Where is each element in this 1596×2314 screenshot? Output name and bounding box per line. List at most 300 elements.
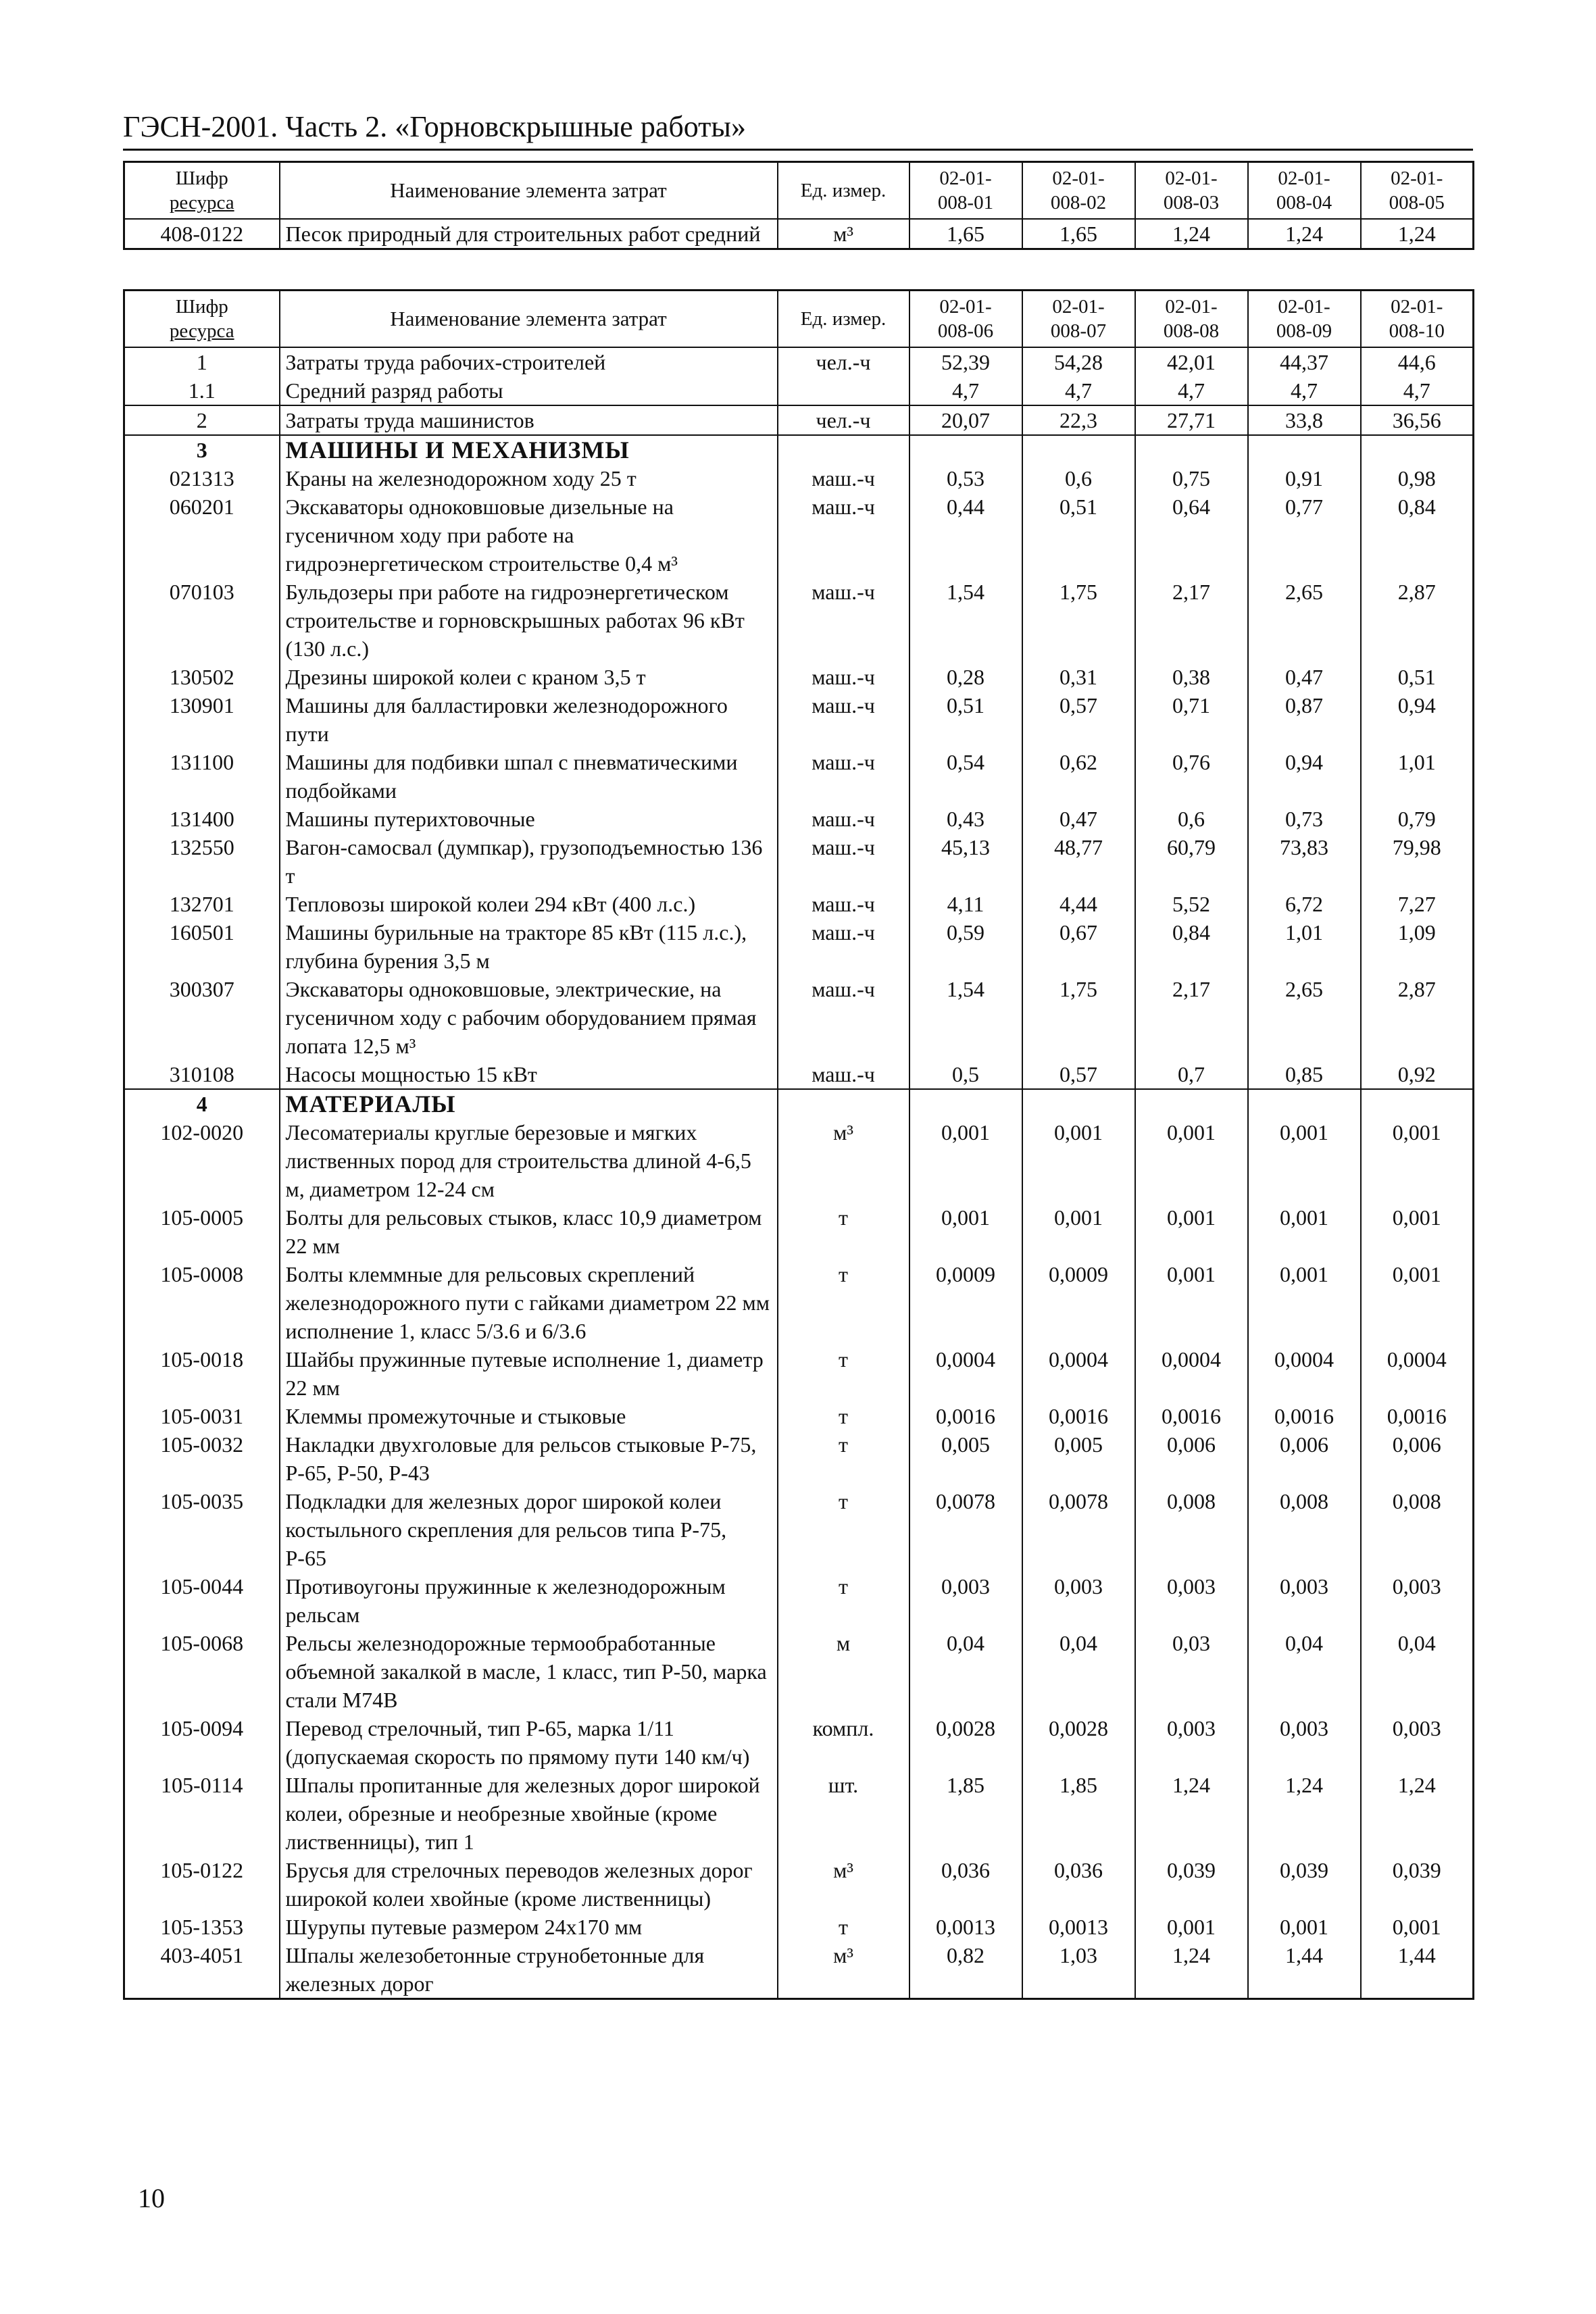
value-cell: 1,03 — [1022, 1941, 1135, 1999]
value-cell: 42,01 — [1135, 347, 1248, 376]
value-cell: 0,003 — [1361, 1714, 1474, 1771]
value-cell: 0,0028 — [909, 1714, 1022, 1771]
value-cell: 1,85 — [1022, 1771, 1135, 1856]
value-cell: 0,0078 — [909, 1487, 1022, 1572]
value-cell: 0,039 — [1135, 1856, 1248, 1913]
resource-table-1 — [123, 161, 1474, 250]
value-cell: 1,24 — [1135, 219, 1248, 249]
value-cell: 0,73 — [1248, 805, 1361, 833]
resource-name-cell: Шайбы пружинные путевые исполнение 1, диаметр 22 мм — [280, 1345, 778, 1402]
value-cell — [1022, 1089, 1135, 1118]
value-cell: 0,001 — [1248, 1260, 1361, 1345]
resource-name-cell: Экскаваторы одноковшовые дизельные на гусеничном ходу при работе на гидроэнергетическом строительстве 0,4 м³ — [280, 493, 778, 578]
header-name: Наименование элемента затрат — [280, 291, 778, 348]
value-cell: 33,8 — [1248, 405, 1361, 435]
unit-cell: м³ — [778, 1856, 909, 1913]
value-cell: 1,01 — [1248, 918, 1361, 975]
value-cell: 0,003 — [1248, 1714, 1361, 1771]
unit-cell: т — [778, 1203, 909, 1260]
value-cell: 0,008 — [1248, 1487, 1361, 1572]
value-cell: 0,84 — [1135, 918, 1248, 975]
value-cell: 0,47 — [1022, 805, 1135, 833]
resource-code-cell: 310108 — [124, 1060, 280, 1089]
resource-code-cell: 105-0114 — [124, 1771, 280, 1856]
unit-cell: маш.-ч — [778, 464, 909, 493]
value-cell: 0,28 — [909, 663, 1022, 691]
unit-cell: маш.-ч — [778, 890, 909, 918]
resource-name-cell: Насосы мощностью 15 кВт — [280, 1060, 778, 1089]
value-cell: 0,001 — [1135, 1913, 1248, 1941]
value-cell: 0,0009 — [1022, 1260, 1135, 1345]
value-cell: 22,3 — [1022, 405, 1135, 435]
value-cell: 0,0016 — [1135, 1402, 1248, 1430]
value-cell: 0,0013 — [909, 1913, 1022, 1941]
value-cell: 1,44 — [1248, 1941, 1361, 1999]
resource-code-cell: 132701 — [124, 890, 280, 918]
value-cell: 0,008 — [1361, 1487, 1474, 1572]
table-row — [124, 663, 1474, 691]
value-cell: 4,7 — [1022, 376, 1135, 405]
value-cell: 0,0016 — [909, 1402, 1022, 1430]
resource-name-cell: Тепловозы широкой колеи 294 кВт (400 л.с.) — [280, 890, 778, 918]
section-row — [124, 435, 1474, 464]
value-cell: 36,56 — [1361, 405, 1474, 435]
table-row — [124, 1430, 1474, 1487]
resource-name-cell: Затраты труда машинистов — [280, 405, 778, 435]
value-cell: 0,003 — [1248, 1572, 1361, 1629]
table-row — [124, 1118, 1474, 1203]
resource-name-cell: Затраты труда рабочих-строителей — [280, 347, 778, 376]
value-cell: 45,13 — [909, 833, 1022, 890]
value-cell: 0,87 — [1248, 691, 1361, 748]
value-cell: 0,53 — [909, 464, 1022, 493]
value-cell — [1361, 1089, 1474, 1118]
header-column: 02-01- 008-08 — [1135, 291, 1248, 348]
resource-code-cell: 4 — [124, 1089, 280, 1118]
header-unit: Ед. измер. — [778, 162, 909, 220]
value-cell: 0,31 — [1022, 663, 1135, 691]
unit-cell — [778, 1089, 909, 1118]
value-cell — [909, 1089, 1022, 1118]
value-cell: 0,003 — [1135, 1572, 1248, 1629]
value-cell: 0,71 — [1135, 691, 1248, 748]
resource-code-cell: 060201 — [124, 493, 280, 578]
value-cell: 1,01 — [1361, 748, 1474, 805]
value-cell: 0,64 — [1135, 493, 1248, 578]
resource-code-cell: 132550 — [124, 833, 280, 890]
resource-name-cell: Средний разряд работы — [280, 376, 778, 405]
value-cell: 0,003 — [1135, 1714, 1248, 1771]
value-cell: 0,0004 — [1022, 1345, 1135, 1402]
value-cell: 0,0016 — [1361, 1402, 1474, 1430]
resource-name-cell: Клеммы промежуточные и стыковые — [280, 1402, 778, 1430]
resource-code-cell: 408-0122 — [124, 219, 280, 249]
value-cell: 0,001 — [1361, 1260, 1474, 1345]
value-cell: 0,001 — [1022, 1118, 1135, 1203]
value-cell — [1248, 1089, 1361, 1118]
value-cell: 27,71 — [1135, 405, 1248, 435]
value-cell: 0,001 — [1361, 1203, 1474, 1260]
resource-name-cell: Лесоматериалы круглые березовые и мягких лиственных пород для строительства длиной 4-6,5 м, диаметром 12-24 см — [280, 1118, 778, 1203]
value-cell: 0,001 — [1135, 1203, 1248, 1260]
table-row — [124, 1487, 1474, 1572]
table-row — [124, 1572, 1474, 1629]
unit-cell: шт. — [778, 1771, 909, 1856]
resource-code-cell: 105-0032 — [124, 1430, 280, 1487]
value-cell: 0,38 — [1135, 663, 1248, 691]
table-row — [124, 1941, 1474, 1999]
header-column: 02-01- 008-04 — [1248, 162, 1361, 220]
header-name: Наименование элемента затрат — [280, 162, 778, 220]
resource-code-cell: 160501 — [124, 918, 280, 975]
value-cell: 60,79 — [1135, 833, 1248, 890]
unit-cell: маш.-ч — [778, 805, 909, 833]
value-cell: 1,54 — [909, 975, 1022, 1060]
table-row — [124, 1771, 1474, 1856]
value-cell: 0,001 — [1248, 1118, 1361, 1203]
unit-cell: маш.-ч — [778, 975, 909, 1060]
resource-name-cell: Шпалы железобетонные струнобетонные для железных дорог — [280, 1941, 778, 1999]
resource-name-cell: Рельсы железнодорожные термообработанные объемной закалкой в масле, 1 класс, тип Р-50, марка стали М74В — [280, 1629, 778, 1714]
table-row — [124, 347, 1474, 376]
unit-cell: маш.-ч — [778, 918, 909, 975]
value-cell: 0,91 — [1248, 464, 1361, 493]
value-cell — [1135, 1089, 1248, 1118]
value-cell: 0,57 — [1022, 691, 1135, 748]
value-cell: 1,75 — [1022, 578, 1135, 663]
value-cell: 1,24 — [1248, 1771, 1361, 1856]
resource-name-cell: Болты клеммные для рельсовых скреплений железнодорожного пути с гайками диаметром 22 мм исполнение 1, класс 5/3.6 и 6/3.6 — [280, 1260, 778, 1345]
resource-code-cell: 105-0044 — [124, 1572, 280, 1629]
resource-code-cell: 102-0020 — [124, 1118, 280, 1203]
value-cell: 1,65 — [909, 219, 1022, 249]
resource-name-cell: Накладки двухголовые для рельсов стыковые Р-75, Р-65, Р-50, Р-43 — [280, 1430, 778, 1487]
value-cell: 1,24 — [1361, 219, 1474, 249]
header-column: 02-01- 008-01 — [909, 162, 1022, 220]
value-cell: 0,001 — [1361, 1118, 1474, 1203]
value-cell: 4,7 — [1248, 376, 1361, 405]
unit-cell: т — [778, 1402, 909, 1430]
resource-code-cell: 2 — [124, 405, 280, 435]
value-cell: 2,87 — [1361, 578, 1474, 663]
table-row — [124, 975, 1474, 1060]
value-cell: 0,0028 — [1022, 1714, 1135, 1771]
resource-code-cell: 021313 — [124, 464, 280, 493]
unit-cell: маш.-ч — [778, 578, 909, 663]
resource-name-cell: Шпалы пропитанные для железных дорог широкой колеи, обрезные и необрезные хвойные (кроме лиственницы), тип 1 — [280, 1771, 778, 1856]
value-cell: 44,37 — [1248, 347, 1361, 376]
value-cell: 0,94 — [1361, 691, 1474, 748]
value-cell: 0,76 — [1135, 748, 1248, 805]
unit-cell: маш.-ч — [778, 748, 909, 805]
table-row — [124, 1856, 1474, 1913]
value-cell: 0,001 — [1361, 1913, 1474, 1941]
unit-cell: м³ — [778, 1118, 909, 1203]
value-cell: 1,24 — [1361, 1771, 1474, 1856]
value-cell: 52,39 — [909, 347, 1022, 376]
header-column: 02-01- 008-06 — [909, 291, 1022, 348]
unit-cell: т — [778, 1913, 909, 1941]
table-row — [124, 1260, 1474, 1345]
value-cell: 4,7 — [1135, 376, 1248, 405]
value-cell: 0,04 — [909, 1629, 1022, 1714]
page-number: 10 — [138, 2183, 165, 2213]
resource-name-cell: Вагон-самосвал (думпкар), грузоподъемностью 136 т — [280, 833, 778, 890]
value-cell: 0,75 — [1135, 464, 1248, 493]
value-cell: 0,0016 — [1022, 1402, 1135, 1430]
value-cell: 20,07 — [909, 405, 1022, 435]
value-cell: 0,82 — [909, 1941, 1022, 1999]
value-cell: 0,0009 — [909, 1260, 1022, 1345]
resource-code-cell: 105-0031 — [124, 1402, 280, 1430]
value-cell: 0,036 — [909, 1856, 1022, 1913]
value-cell: 0,001 — [1248, 1203, 1361, 1260]
value-cell: 1,85 — [909, 1771, 1022, 1856]
value-cell: 48,77 — [1022, 833, 1135, 890]
value-cell: 0,44 — [909, 493, 1022, 578]
value-cell: 1,54 — [909, 578, 1022, 663]
value-cell: 0,03 — [1135, 1629, 1248, 1714]
value-cell: 0,0078 — [1022, 1487, 1135, 1572]
value-cell: 79,98 — [1361, 833, 1474, 890]
resource-code-cell: 105-0018 — [124, 1345, 280, 1402]
value-cell: 4,11 — [909, 890, 1022, 918]
resource-code-cell: 131400 — [124, 805, 280, 833]
resource-code-cell: 130901 — [124, 691, 280, 748]
resource-name-cell: Краны на железнодорожном ходу 25 т — [280, 464, 778, 493]
value-cell: 6,72 — [1248, 890, 1361, 918]
value-cell: 0,98 — [1361, 464, 1474, 493]
value-cell: 0,85 — [1248, 1060, 1361, 1089]
value-cell: 0,84 — [1361, 493, 1474, 578]
value-cell: 5,52 — [1135, 890, 1248, 918]
unit-cell: маш.-ч — [778, 493, 909, 578]
unit-cell: т — [778, 1345, 909, 1402]
value-cell: 0,0004 — [909, 1345, 1022, 1402]
resource-code-cell: 105-0094 — [124, 1714, 280, 1771]
value-cell: 0,6 — [1022, 464, 1135, 493]
table-row — [124, 493, 1474, 578]
value-cell: 1,24 — [1135, 1941, 1248, 1999]
unit-cell: маш.-ч — [778, 663, 909, 691]
table-row — [124, 1913, 1474, 1941]
header-column: 02-01- 008-03 — [1135, 162, 1248, 220]
value-cell: 0,7 — [1135, 1060, 1248, 1089]
resource-name-cell: Дрезины широкой колеи с краном 3,5 т — [280, 663, 778, 691]
value-cell: 0,0016 — [1248, 1402, 1361, 1430]
value-cell: 73,83 — [1248, 833, 1361, 890]
unit-cell: т — [778, 1430, 909, 1487]
resource-name-cell: Противоугоны пружинные к железнодорожным рельсам — [280, 1572, 778, 1629]
resource-code-cell: 1.1 — [124, 376, 280, 405]
value-cell — [1248, 435, 1361, 464]
unit-cell: маш.-ч — [778, 1060, 909, 1089]
resource-name-cell: Машины бурильные на тракторе 85 кВт (115 л.с.), глубина бурения 3,5 м — [280, 918, 778, 975]
value-cell: 0,001 — [1135, 1260, 1248, 1345]
value-cell: 0,001 — [1135, 1118, 1248, 1203]
value-cell: 0,001 — [909, 1118, 1022, 1203]
table-row — [124, 691, 1474, 748]
value-cell: 0,94 — [1248, 748, 1361, 805]
section-row — [124, 1089, 1474, 1118]
value-cell: 0,003 — [909, 1572, 1022, 1629]
unit-cell: м — [778, 1629, 909, 1714]
value-cell: 0,001 — [1022, 1203, 1135, 1260]
unit-cell — [778, 376, 909, 405]
value-cell: 4,44 — [1022, 890, 1135, 918]
resource-table-2 — [123, 289, 1474, 2000]
unit-cell: маш.-ч — [778, 691, 909, 748]
unit-cell — [778, 435, 909, 464]
value-cell: 0,0004 — [1361, 1345, 1474, 1402]
unit-cell: м³ — [778, 1941, 909, 1999]
value-cell — [909, 435, 1022, 464]
resource-name-cell: Подкладки для железных дорог широкой колеи костыльного скрепления для рельсов типа Р-75, Р-65 — [280, 1487, 778, 1572]
value-cell: 0,005 — [1022, 1430, 1135, 1487]
resource-name-cell: Шурупы путевые размером 24х170 мм — [280, 1913, 778, 1941]
resource-name-cell: Экскаваторы одноковшовые, электрические, на гусеничном ходу с рабочим оборудованием прямая лопата 12,5 м³ — [280, 975, 778, 1060]
value-cell: 0,67 — [1022, 918, 1135, 975]
unit-cell: чел.-ч — [778, 405, 909, 435]
table-row — [124, 918, 1474, 975]
resource-name-cell: Песок природный для строительных работ средний — [280, 219, 778, 249]
value-cell: 0,04 — [1022, 1629, 1135, 1714]
table-row — [124, 890, 1474, 918]
value-cell: 0,51 — [909, 691, 1022, 748]
value-cell: 0,59 — [909, 918, 1022, 975]
resource-code-cell: 105-1353 — [124, 1913, 280, 1941]
value-cell: 1,75 — [1022, 975, 1135, 1060]
resource-code-cell: 105-0008 — [124, 1260, 280, 1345]
value-cell: 0,6 — [1135, 805, 1248, 833]
table-row — [124, 805, 1474, 833]
value-cell: 0,92 — [1361, 1060, 1474, 1089]
value-cell: 0,008 — [1135, 1487, 1248, 1572]
resource-code-cell: 105-0005 — [124, 1203, 280, 1260]
unit-cell: чел.-ч — [778, 347, 909, 376]
value-cell: 0,62 — [1022, 748, 1135, 805]
table-row — [124, 1203, 1474, 1260]
value-cell: 2,65 — [1248, 578, 1361, 663]
resource-name-cell: Машины для подбивки шпал с пневматическими подбойками — [280, 748, 778, 805]
value-cell: 0,57 — [1022, 1060, 1135, 1089]
value-cell: 0,006 — [1248, 1430, 1361, 1487]
table-row — [124, 1402, 1474, 1430]
header-column: 02-01- 008-07 — [1022, 291, 1135, 348]
value-cell: 0,04 — [1248, 1629, 1361, 1714]
value-cell — [1361, 435, 1474, 464]
table-header-row — [124, 162, 1474, 220]
value-cell: 1,24 — [1248, 219, 1361, 249]
value-cell — [1022, 435, 1135, 464]
resource-code-cell: 131100 — [124, 748, 280, 805]
value-cell: 1,09 — [1361, 918, 1474, 975]
resource-code-cell: 130502 — [124, 663, 280, 691]
header-column: 02-01- 008-02 — [1022, 162, 1135, 220]
table-row — [124, 748, 1474, 805]
value-cell: 2,17 — [1135, 578, 1248, 663]
value-cell: 2,65 — [1248, 975, 1361, 1060]
resource-name-cell: Машины путерихтовочные — [280, 805, 778, 833]
unit-cell: компл. — [778, 1714, 909, 1771]
value-cell: 54,28 — [1022, 347, 1135, 376]
table-header-row — [124, 291, 1474, 348]
value-cell: 0,039 — [1361, 1856, 1474, 1913]
value-cell — [1135, 435, 1248, 464]
header-code: Шифр ресурса — [124, 162, 280, 220]
unit-cell: м³ — [778, 219, 909, 249]
header-unit: Ед. измер. — [778, 291, 909, 348]
resource-code-cell: 105-0122 — [124, 1856, 280, 1913]
table-row — [124, 578, 1474, 663]
value-cell: 4,7 — [1361, 376, 1474, 405]
value-cell: 1,24 — [1135, 1771, 1248, 1856]
table-row — [124, 833, 1474, 890]
value-cell: 0,77 — [1248, 493, 1361, 578]
resource-code-cell: 105-0068 — [124, 1629, 280, 1714]
page-header: ГЭСН-2001. Часть 2. «Горновскрышные работы» — [123, 108, 1473, 151]
resource-code-cell: 070103 — [124, 578, 280, 663]
header-code: Шифр ресурса — [124, 291, 280, 348]
value-cell: 0,51 — [1022, 493, 1135, 578]
value-cell: 0,006 — [1361, 1430, 1474, 1487]
resource-name-cell: МАШИНЫ И МЕХАНИЗМЫ — [280, 435, 778, 464]
value-cell: 0,47 — [1248, 663, 1361, 691]
resource-name-cell: Брусья для стрелочных переводов железных дорог широкой колеи хвойные (кроме лиственницы) — [280, 1856, 778, 1913]
value-cell: 0,001 — [909, 1203, 1022, 1260]
resource-code-cell: 300307 — [124, 975, 280, 1060]
value-cell: 0,51 — [1361, 663, 1474, 691]
value-cell: 0,0004 — [1135, 1345, 1248, 1402]
table-row — [124, 464, 1474, 493]
value-cell: 0,04 — [1361, 1629, 1474, 1714]
value-cell: 1,44 — [1361, 1941, 1474, 1999]
unit-cell: т — [778, 1260, 909, 1345]
resource-name-cell: Бульдозеры при работе на гидроэнергетическом строительстве и горновскрышных работах 96 кВт (130 л.с.) — [280, 578, 778, 663]
value-cell: 0,001 — [1248, 1913, 1361, 1941]
value-cell: 0,003 — [1022, 1572, 1135, 1629]
value-cell: 0,0013 — [1022, 1913, 1135, 1941]
resource-name-cell: Перевод стрелочный, тип Р-65, марка 1/11 (допускаемая скорость по прямому пути 140 км/ч) — [280, 1714, 778, 1771]
header-column: 02-01- 008-10 — [1361, 291, 1474, 348]
resource-code-cell: 1 — [124, 347, 280, 376]
table-row — [124, 1714, 1474, 1771]
unit-cell: маш.-ч — [778, 833, 909, 890]
table-row — [124, 1345, 1474, 1402]
value-cell: 0,003 — [1361, 1572, 1474, 1629]
table-row — [124, 1629, 1474, 1714]
resource-name-cell: Болты для рельсовых стыков, класс 10,9 диаметром 22 мм — [280, 1203, 778, 1260]
resource-name-cell: МАТЕРИАЛЫ — [280, 1089, 778, 1118]
value-cell: 0,54 — [909, 748, 1022, 805]
value-cell: 1,65 — [1022, 219, 1135, 249]
unit-cell: т — [778, 1487, 909, 1572]
value-cell: 0,039 — [1248, 1856, 1361, 1913]
resource-name-cell: Машины для балластировки железнодорожного пути — [280, 691, 778, 748]
value-cell: 4,7 — [909, 376, 1022, 405]
resource-code-cell: 3 — [124, 435, 280, 464]
header-column: 02-01- 008-09 — [1248, 291, 1361, 348]
unit-cell: т — [778, 1572, 909, 1629]
value-cell: 0,0004 — [1248, 1345, 1361, 1402]
value-cell: 2,87 — [1361, 975, 1474, 1060]
table-row — [124, 405, 1474, 435]
resource-code-cell: 105-0035 — [124, 1487, 280, 1572]
value-cell: 0,036 — [1022, 1856, 1135, 1913]
value-cell: 2,17 — [1135, 975, 1248, 1060]
value-cell: 7,27 — [1361, 890, 1474, 918]
value-cell: 0,005 — [909, 1430, 1022, 1487]
